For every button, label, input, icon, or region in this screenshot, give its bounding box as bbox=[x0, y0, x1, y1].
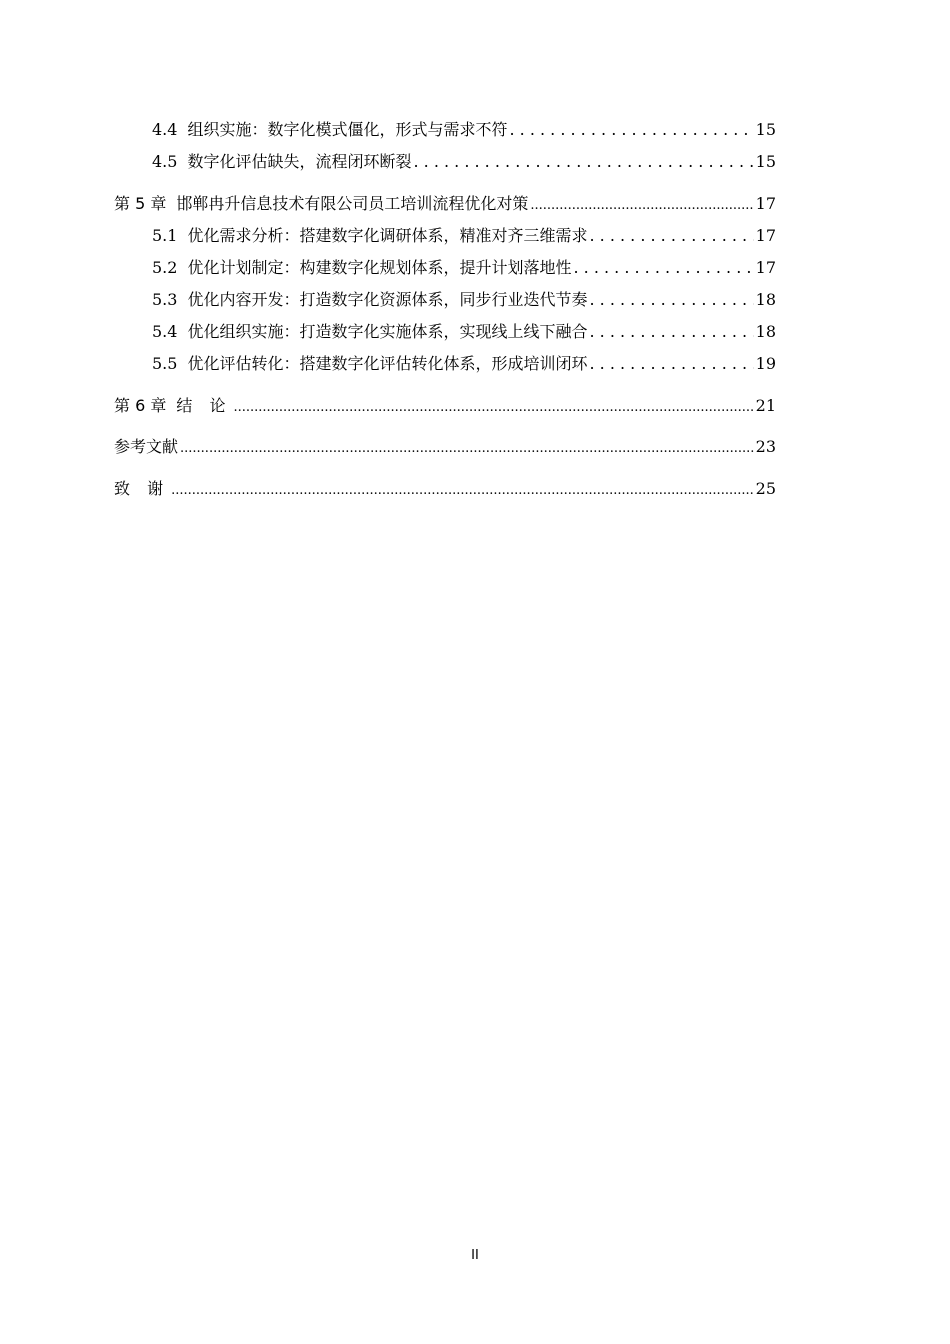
toc-page-number: 18 bbox=[755, 290, 776, 309]
dot-leader bbox=[530, 192, 753, 218]
toc-page-number: 17 bbox=[755, 258, 776, 277]
toc-entry-label: 5.3 优化内容开发：打造数字化资源体系，同步行业迭代节奏 bbox=[152, 290, 588, 309]
toc-page-number: 17 bbox=[755, 226, 776, 245]
dot-leader bbox=[589, 352, 753, 376]
toc-entry-5-2[interactable] bbox=[152, 256, 776, 280]
toc-page-number: 21 bbox=[755, 396, 776, 415]
page-number-footer: II bbox=[471, 1248, 479, 1263]
toc-page-number: 17 bbox=[755, 194, 776, 213]
toc-entry-label: 致 谢 bbox=[114, 479, 170, 498]
toc-page-number: 15 bbox=[755, 120, 776, 139]
toc-page-number: 15 bbox=[755, 152, 776, 171]
dot-leader bbox=[589, 320, 753, 344]
dot-leader bbox=[233, 394, 753, 420]
toc-entry-label: 4.5 数字化评估缺失，流程闭环断裂 bbox=[152, 152, 412, 171]
toc-entry-5-4[interactable] bbox=[152, 320, 776, 344]
dot-leader bbox=[573, 256, 753, 280]
toc-entry-5-1[interactable] bbox=[152, 224, 776, 248]
toc-entry-label: 4.4 组织实施：数字化模式僵化，形式与需求不符 bbox=[152, 120, 508, 139]
dot-leader bbox=[413, 150, 753, 174]
toc-entry-label: 5.5 优化评估转化：搭建数字化评估转化体系，形成培训闭环 bbox=[152, 354, 588, 373]
toc-page-number: 23 bbox=[755, 437, 776, 456]
toc-page-number: 18 bbox=[755, 322, 776, 341]
dot-leader bbox=[589, 288, 753, 312]
toc-entry-chapter-5[interactable] bbox=[114, 192, 776, 216]
toc-entry-chapter-6[interactable] bbox=[114, 394, 776, 418]
dot-leader bbox=[509, 118, 753, 142]
toc-entry-5-5[interactable] bbox=[152, 352, 776, 376]
toc-entry-references[interactable] bbox=[114, 435, 776, 459]
toc-entry-5-3[interactable] bbox=[152, 288, 776, 312]
toc-entry-label: 第 5 章 邯郸冉升信息技术有限公司员工培训流程优化对策 bbox=[114, 194, 529, 213]
dot-leader bbox=[589, 224, 753, 248]
toc-entry-label: 5.1 优化需求分析：搭建数字化调研体系，精准对齐三维需求 bbox=[152, 226, 588, 245]
toc-entry-label: 5.4 优化组织实施：打造数字化实施体系，实现线上线下融合 bbox=[152, 322, 588, 341]
toc-entry-label: 参考文献 bbox=[114, 437, 179, 456]
dot-leader bbox=[171, 477, 754, 503]
toc-page-number: 19 bbox=[755, 354, 776, 373]
dot-leader bbox=[180, 435, 754, 461]
toc-entry-4-4[interactable] bbox=[152, 118, 776, 142]
toc-entry-4-5[interactable] bbox=[152, 150, 776, 174]
toc-entry-label: 5.2 优化计划制定：构建数字化规划体系，提升计划落地性 bbox=[152, 258, 572, 277]
toc-page-number: 25 bbox=[755, 479, 776, 498]
toc-entry-label: 第 6 章 结 论 bbox=[114, 396, 232, 415]
toc-entry-acknowledgements[interactable] bbox=[114, 477, 776, 501]
